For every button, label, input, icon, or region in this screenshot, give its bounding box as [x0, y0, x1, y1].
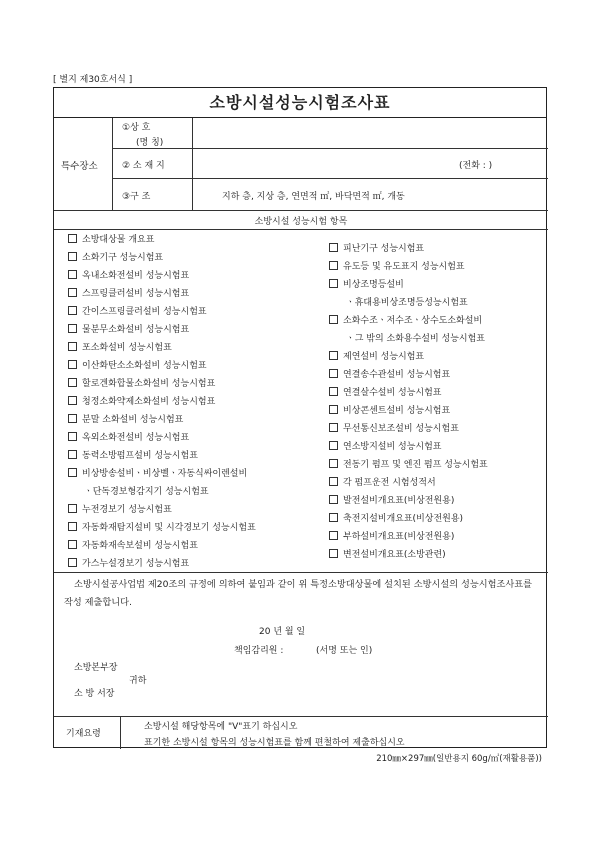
checklist-item[interactable]: 무선통신보조설비 성능시험표: [329, 421, 459, 434]
instruction-line: 표기한 소방시설 항목의 성능시험표를 함께 편철하여 제출하십시오: [144, 738, 405, 748]
checklist-item[interactable]: 축전지설비개요표(비상전원용): [329, 511, 463, 524]
checklist-item[interactable]: 포소화설비 성능시험표: [68, 340, 172, 353]
checkbox[interactable]: [329, 477, 338, 486]
date-line[interactable]: 20 년 월 일: [259, 627, 306, 637]
checkbox[interactable]: [329, 495, 338, 504]
checklist-item[interactable]: 청정소화약제소화설비 성능시험표: [68, 394, 215, 407]
checklist-item[interactable]: 누전경보기 성능시험표: [68, 502, 172, 515]
checkbox[interactable]: [68, 522, 77, 531]
checkbox[interactable]: [329, 243, 338, 252]
checkbox[interactable]: [329, 423, 338, 432]
divider: [192, 118, 193, 210]
checkbox[interactable]: [68, 558, 77, 567]
checklist-item[interactable]: 가스누설경보기 성능시험표: [68, 556, 189, 569]
checkbox[interactable]: [68, 252, 77, 261]
signer-note: (서명 또는 인): [316, 646, 373, 656]
divider: [112, 148, 548, 149]
checklist-item[interactable]: 부하설비개요표(비상전원용): [329, 529, 454, 542]
name-label-alt: (명 칭): [136, 138, 164, 148]
checkbox[interactable]: [68, 270, 77, 279]
checkbox[interactable]: [329, 261, 338, 270]
checklist-item[interactable]: 옥내소화전설비 성능시험표: [68, 268, 189, 281]
checklist-item[interactable]: 연소방지설비 성능시험표: [329, 439, 442, 452]
checklist-item[interactable]: 할로겐화합물소화설비 성능시험표: [68, 376, 215, 389]
divider: [54, 210, 548, 211]
checklist-item[interactable]: 연결송수관설비 성능시험표: [329, 367, 450, 380]
checklist-item[interactable]: 옥외소화전설비 성능시험표: [68, 430, 189, 443]
checklist-item[interactable]: 소방대상물 개요표: [68, 232, 154, 245]
checklist-item[interactable]: 제연설비 성능시험표: [329, 349, 424, 362]
checklist-item[interactable]: 비상콘센트설비 성능시험표: [329, 403, 450, 416]
checkbox[interactable]: [329, 369, 338, 378]
divider: [54, 716, 548, 717]
checklist-item[interactable]: 비상방송설비ㆍ비상벨ㆍ자동식싸이렌설비: [68, 466, 247, 479]
divider: [112, 178, 548, 179]
checklist-item[interactable]: 유도등 및 유도표지 성능시험표: [329, 259, 465, 272]
checklist-subitem: ㆍ휴대용비상조명등성능시험표: [346, 298, 468, 308]
checkbox[interactable]: [329, 531, 338, 540]
checkbox[interactable]: [329, 459, 338, 468]
checklist-item[interactable]: 소화기구 성능시험표: [68, 250, 163, 263]
structure-label: ③구 조: [122, 192, 151, 202]
checkbox[interactable]: [68, 378, 77, 387]
instruction-line: 소방시설 해당항목에 "V"표기 하십시오: [144, 722, 298, 732]
checkbox[interactable]: [68, 396, 77, 405]
checklist-item[interactable]: 스프링클러설비 성능시험표: [68, 286, 189, 299]
special-place-label: 특수장소: [61, 161, 98, 172]
checkbox[interactable]: [329, 405, 338, 414]
checkbox[interactable]: [329, 441, 338, 450]
checklist-item[interactable]: 연결살수설비 성능시험표: [329, 385, 442, 398]
checkbox[interactable]: [329, 387, 338, 396]
checkbox[interactable]: [68, 540, 77, 549]
divider: [54, 229, 548, 230]
paper-spec: 210㎜×297㎜(일반용지 60g/㎡(재활용품)): [376, 754, 542, 764]
checklist-item[interactable]: 전동기 펌프 및 엔진 펌프 성능시험표: [329, 457, 488, 470]
checklist-item[interactable]: 각 펌프운전 시험성적서: [329, 475, 436, 488]
checkbox[interactable]: [329, 279, 338, 288]
checkbox[interactable]: [68, 342, 77, 351]
name-label: ①상 호: [122, 123, 151, 133]
checklist-item[interactable]: 소화수조ㆍ저수조ㆍ상수도소화설비: [329, 313, 482, 326]
form-frame: [53, 87, 547, 748]
divider: [120, 716, 121, 749]
checklist-item[interactable]: 비상조명등설비: [329, 277, 404, 290]
checklist-item[interactable]: 동력소방펌프설비 성능시험표: [68, 448, 198, 461]
checklist-item[interactable]: 분말 소화설비 성능시험표: [68, 412, 183, 425]
instructions-label: 기재요령: [66, 729, 101, 739]
checkbox[interactable]: [329, 351, 338, 360]
checkbox[interactable]: [68, 288, 77, 297]
recipient-fire-station: 소 방 서장: [74, 689, 115, 699]
checkbox[interactable]: [68, 450, 77, 459]
checklist-item[interactable]: 변전설비개요표(소방관련): [329, 547, 446, 560]
checkbox[interactable]: [68, 234, 77, 243]
divider: [112, 118, 113, 210]
divider: [54, 572, 548, 573]
checklist-subitem: ㆍ그 밖의 소화용수설비 성능시험표: [346, 334, 485, 344]
checkbox[interactable]: [68, 414, 77, 423]
checkbox[interactable]: [68, 324, 77, 333]
checklist-item[interactable]: 발전설비개요표(비상전원용): [329, 493, 454, 506]
checklist-item[interactable]: 물분무소화설비 성능시험표: [68, 322, 189, 335]
recipient-honorific: 귀하: [129, 676, 147, 686]
checkbox[interactable]: [68, 468, 77, 477]
phone-field[interactable]: (전화 : ): [459, 161, 493, 171]
checkbox[interactable]: [329, 315, 338, 324]
checklist-item[interactable]: 간이스프링클러설비 성능시험표: [68, 304, 207, 317]
checklist-item[interactable]: 자동화재탐지설비 및 시각경보기 성능시험표: [68, 520, 256, 533]
signer-label: 책임감리원 :: [234, 646, 284, 656]
structure-field[interactable]: 지하 층, 지상 층, 연면적 ㎡, 바닥면적 ㎡, 개동: [222, 192, 405, 202]
declaration-text: 소방시설공사업법 제20조의 규정에 의하여 붙임과 같이 위 특정소방대상물에 설치된 소방시설의 성능시험조사표를 작성 제출합니다.: [64, 579, 533, 608]
checkbox[interactable]: [329, 513, 338, 522]
form-title: 소방시설성능시험조사표: [54, 88, 546, 118]
address-label: ② 소 재 지: [122, 161, 165, 171]
checklist-item[interactable]: 자동화재속보설비 성능시험표: [68, 538, 198, 551]
form-number: [ 별지 제30호서식 ]: [53, 75, 133, 85]
recipient-fire-headquarters: 소방본부장: [74, 663, 118, 673]
checklist-item[interactable]: 피난기구 성능시험표: [329, 241, 424, 254]
checklist-subitem: ㆍ단독경보형감지기 성능시험표: [84, 487, 209, 497]
checkbox[interactable]: [68, 504, 77, 513]
checkbox[interactable]: [329, 549, 338, 558]
checkbox[interactable]: [68, 432, 77, 441]
checkbox[interactable]: [68, 360, 77, 369]
items-header: 소방시설 성능시험 항목: [254, 217, 348, 227]
checklist-item[interactable]: 이산화탄소소화설비 성능시험표: [68, 358, 207, 371]
checkbox[interactable]: [68, 306, 77, 315]
